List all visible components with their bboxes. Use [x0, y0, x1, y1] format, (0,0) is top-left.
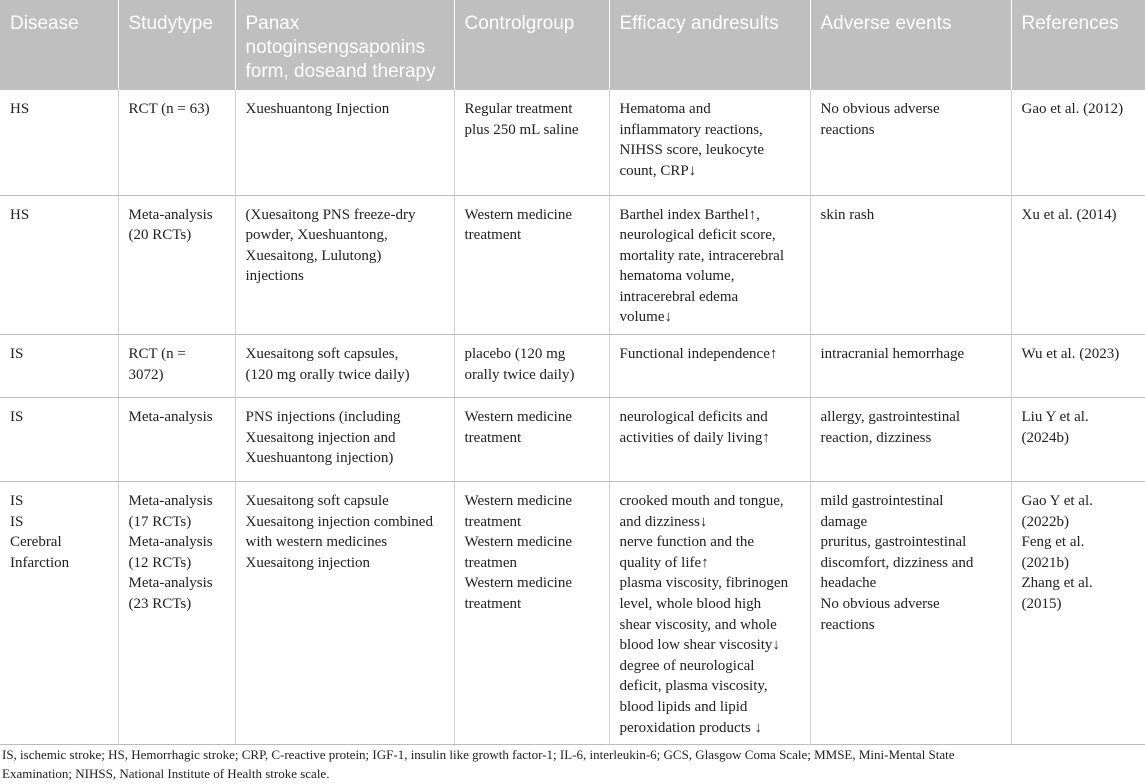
cell-references: Gao Y et al. (2022b) Feng et al. (2021b) Zhang et al. (2015): [1011, 482, 1145, 745]
cell-study-type: Meta-analysis: [118, 398, 235, 482]
cell-study-type: RCT (n = 3072): [118, 335, 235, 398]
header-disease: Disease: [0, 0, 118, 90]
table-row: [0, 195, 1145, 335]
cell-control-group: Regular treatment plus 250 mL saline: [454, 90, 609, 195]
table-row: [0, 398, 1145, 482]
cell-references: Wu et al. (2023): [1011, 335, 1145, 398]
cell-pns-form: PNS injections (including Xuesaitong injection and Xueshuantong injection): [235, 398, 454, 482]
cell-efficacy: Barthel index Barthel↑, neurological deficit score, mortality rate, intracerebral hematoma volume, intracerebral edema volume↓: [609, 195, 810, 335]
cell-pns-form: (Xuesaitong PNS freeze-dry powder, Xueshuantong, Xuesaitong, Lulutong) injections: [235, 195, 454, 335]
table-footnote: [2, 745, 1140, 783]
cell-adverse-events: skin rash: [810, 195, 1011, 335]
cell-adverse-events: intracranial hemorrhage: [810, 335, 1011, 398]
cell-disease: IS: [0, 398, 118, 482]
cell-disease: IS: [0, 335, 118, 398]
cell-study-type: Meta-analysis (17 RCTs) Meta-analysis (12 RCTs) Meta-analysis (23 RCTs): [118, 482, 235, 745]
cell-pns-form: Xuesaitong soft capsule Xuesaitong injection combined with western medicines Xuesaitong injection: [235, 482, 454, 745]
footnote-line: Examination; NIHSS, National Institute of Health stroke scale.: [2, 766, 330, 781]
cell-references: Gao et al. (2012): [1011, 90, 1145, 195]
cell-adverse-events: allergy, gastrointestinal reaction, dizziness: [810, 398, 1011, 482]
cell-efficacy: Hematoma and inflammatory reactions, NIHSS score, leukocyte count, CRP↓: [609, 90, 810, 195]
table-row: [0, 482, 1145, 745]
cell-disease: IS IS Cerebral Infarction: [0, 482, 118, 745]
header-study-type: Studytype: [118, 0, 235, 90]
cell-pns-form: Xueshuantong Injection: [235, 90, 454, 195]
cell-adverse-events: mild gastrointestinal damage pruritus, gastrointestinal discomfort, dizziness and headache No obvious adverse reactions: [810, 482, 1011, 745]
cell-control-group: placebo (120 mg orally twice daily): [454, 335, 609, 398]
cell-references: Liu Y et al. (2024b): [1011, 398, 1145, 482]
cell-control-group: Western medicine treatment: [454, 398, 609, 482]
header-control-group: Controlgroup: [454, 0, 609, 90]
table-row: [0, 90, 1145, 195]
header-row: [0, 0, 1145, 90]
cell-efficacy: neurological deficits and activities of daily living↑: [609, 398, 810, 482]
cell-control-group: Western medicine treatment: [454, 195, 609, 335]
header-pns-form: Panax notoginsengsaponins form, doseand therapy: [235, 0, 454, 90]
cell-study-type: RCT (n = 63): [118, 90, 235, 195]
cell-control-group: Western medicine treatment Western medicine treatmen Western medicine treatment: [454, 482, 609, 745]
cell-efficacy: Functional independence↑: [609, 335, 810, 398]
footnote-line: IS, ischemic stroke; HS, Hemorrhagic stroke; CRP, C-reactive protein; IGF-1, insulin like growth factor-1; IL-6, interleukin-6; GCS, Glasgow Coma Scale; MMSE, Mini-Mental State: [2, 747, 955, 762]
header-adverse-events: Adverse events: [810, 0, 1011, 90]
header-efficacy: Efficacy andresults: [609, 0, 810, 90]
cell-pns-form: Xuesaitong soft capsules, (120 mg orally twice daily): [235, 335, 454, 398]
cell-references: Xu et al. (2014): [1011, 195, 1145, 335]
cell-efficacy: crooked mouth and tongue, and dizziness↓ nerve function and the quality of life↑ plasma viscosity, fibrinogen level, whole blood high shear viscosity, and whole blood low shear viscosity↓ degree of neurological deficit, plasma viscosity, blood lipids and lipid peroxidation products ↓: [609, 482, 810, 745]
table-row: [0, 335, 1145, 398]
header-references: References: [1011, 0, 1145, 90]
cell-disease: HS: [0, 195, 118, 335]
cell-adverse-events: No obvious adverse reactions: [810, 90, 1011, 195]
cell-study-type: Meta-analysis (20 RCTs): [118, 195, 235, 335]
cell-disease: HS: [0, 90, 118, 195]
